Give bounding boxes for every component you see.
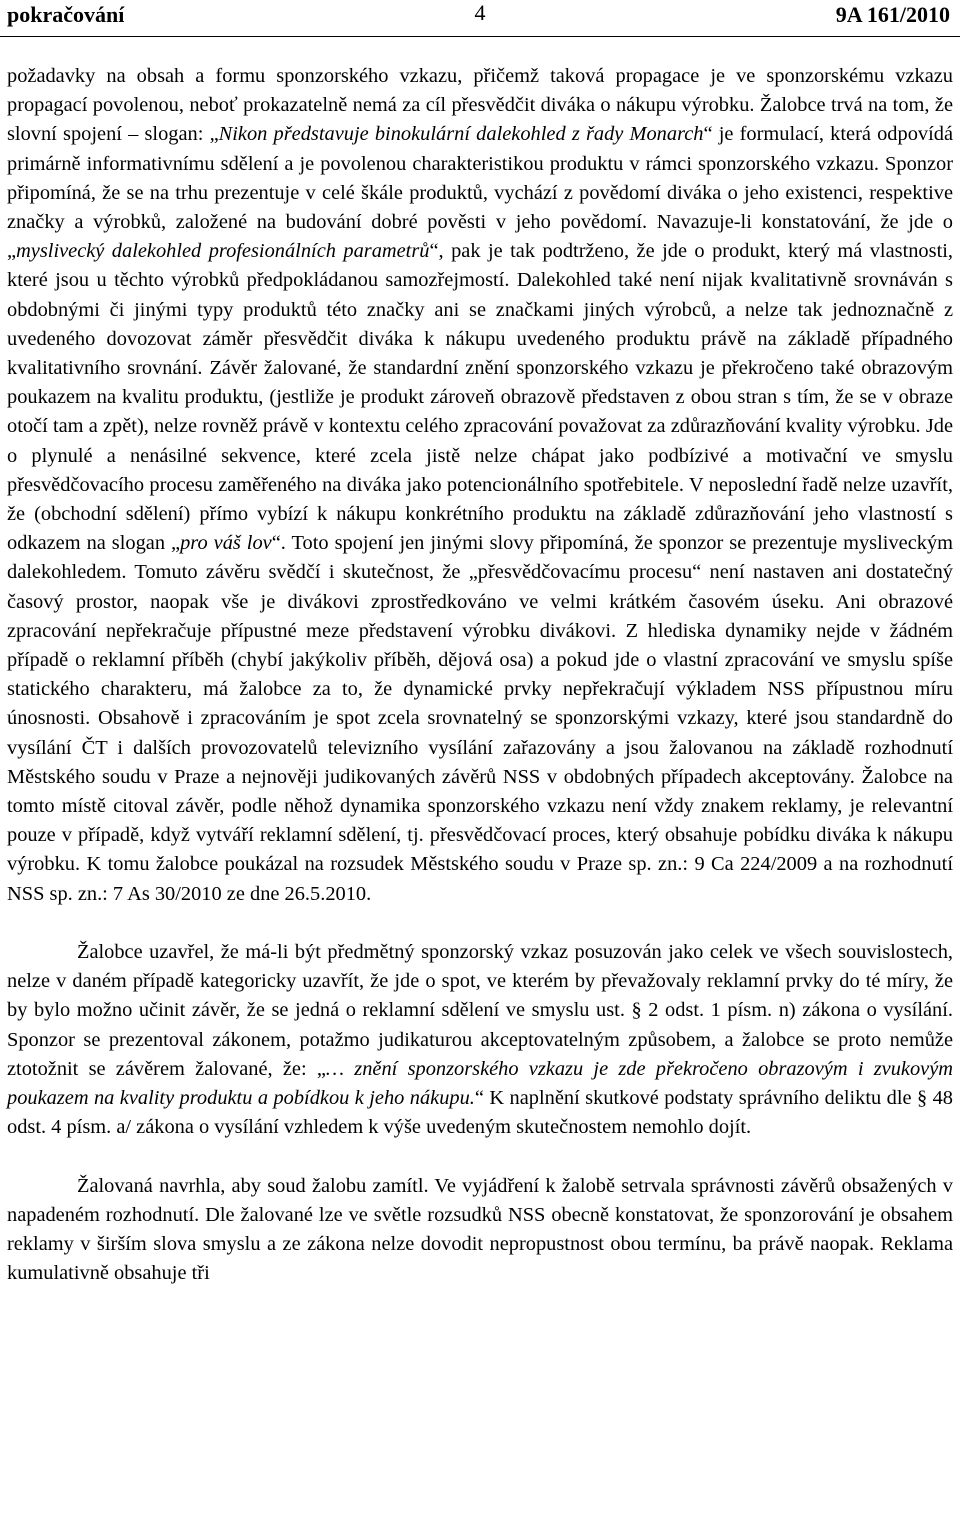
header-divider xyxy=(0,36,960,37)
text-segment: “ K naplnění skutkové podstaty správního deliktu dle § 48 odst. 4 písm. a/ zákona o vysílání vzhledem k výše uvedeným skutečnostem nemohlo dojít. xyxy=(7,1087,954,1139)
paragraph-plaintiff-conclusion xyxy=(7,938,953,1142)
document-body xyxy=(7,62,953,1289)
quoted-phrase: pro váš lov xyxy=(180,532,272,555)
page-number: 4 xyxy=(474,0,486,25)
text-segment: “, pak je tak podtrženo, že jde o produkt, který má vlastnosti, které jsou u těchto výrobků předpokládanou samozřejmostí. Dalekohled také není nijak kvalitativně srovnáván s obdobnými či jinými typy produktů této značky ani se značkami jiných výrobců, a nelze tak jednoznačně z uvedeného dovozovat záměr přesvědčit diváka k nákupu uvedeného produktu právě na základě případného kvalitativního srovnání. Závěr žalované, že standardní znění sponzorského vzkazu je překročeno také obrazovým poukazem na kvalitu produktu, (jestliže je produkt zároveň obrazově představen z obou stran s tím, že se v obraze otočí tam a zpět), nelze rovněž právě v kontextu celého zpracování považovat za zdůrazňování kvality výrobku. Jde o plynulé a nenásilné sekvence, které zcela jistě nelze chápat jako podbízivé a motivační ve smyslu přesvědčovacího procesu zaměřeného na diváka jako potencionálního spotřebitele. V neposlední řadě nelze uzavřít, že (obchodní sdělení) přímo vybízí k nákupu konkrétního produktu na základě zdůrazňování jeho vlastností s odkazem na slogan „ xyxy=(7,240,953,555)
case-number: 9A 161/2010 xyxy=(835,2,950,27)
text-segment: “. Toto spojení jen jinými slovy připomíná, že sponzor se prezentuje mysliveckým dalekohledem. Tomuto závěru svědčí i skutečnost, že „přesvědčovacímu procesu“ není nastaven ani dostatečný časový prostor, naopak vše je divákovi zprostředkováno ve velmi krátkém časovém úseku. Ani obrazové zpracování nepřekračuje přípustné meze představení výrobku divákovi. Z hlediska dynamiky nejde v žádném případě o reklamní příběh (chybí jakýkoliv příběh, dějová osa) a pokud jde o vlastní zpracování ve smyslu spíše statického charakteru, má žalobce za to, že dynamické prvky nepřekračují výkladem NSS přípustnou míru únosnosti. Obsahově i zpracováním je spot zcela srovnatelný se sponzorskými vzkazy, které jsou standardně do vysílání ČT i dalších provozovatelů televizního vysílání zařazovány a jsou žalovanou na základě rozhodnutí Městského soudu v Praze a nejnověji judikovaných závěrů NSS v obdobných případech akceptovány. Žalobce na tomto místě citoval závěr, podle něhož dynamika sponzorského vzkazu není vždy znakem reklamy, je relevantní pouze v případě, když vytváří reklamní sdělení, tj. přesvědčovací proces, který obsahuje pobídku diváka k nákupu výrobku. K tomu žalobce poukázal na rozsudek Městského soudu v Praze sp. zn.: 9 Ca 224/2009 a na rozhodnutí NSS sp. zn.: 7 As 30/2010 ze dne 26.5.2010. xyxy=(7,532,953,905)
paragraph-defendant-response xyxy=(7,1172,953,1289)
text-segment: požadavky na obsah a formu sponzorského vzkazu, přičemž taková propagace je ve sponzorskému vzkazu propagací povolenou, neboť prokazatelně nemá za cíl přesvědčit diváka o nákupu výrobku. Žalobce trvá na tom, že slovní spojení – slogan: „ xyxy=(7,65,953,146)
quoted-phrase: … znění sponzorského vzkazu je zde překročeno obrazovým i zvukovým poukazem na kvality produktu a pobídkou k jeho nákupu. xyxy=(7,1057,953,1110)
quoted-slogan: Nikon představuje binokulární dalekohled z řady Monarch xyxy=(218,123,704,146)
text-segment: “ je formulací, která odpovídá primárně informativnímu sdělení a je povolenou charakteristikou produktu v rámci sponzorského vzkazu. Sponzor připomíná, že se na trhu prezentuje v celé škále produktů, vychází z povědomí diváka o jeho existenci, respektive značky a výrobků, založené na budování dobré pověsti v jeho povědomí. Navazuje-li konstatování, že jde o „ xyxy=(7,123,953,263)
quoted-phrase: myslivecký dalekohled profesionálních parametrů xyxy=(16,240,430,263)
text-segment: Žalovaná navrhla, aby soud žalobu zamítl. Ve vyjádření k žalobě setrvala správnosti závěrů obsažených v napadeném rozhodnutí. Dle žalované lze ve světle rozsudků NSS obecně konstatovat, že sponzorování je obsahem reklamy v širším slova smyslu a ze zákona nelze dovodit nepropustnost obou termínu, ba právě naopak. Reklama kumulativně obsahuje tři xyxy=(7,1174,953,1285)
paragraph-plaintiff-argument xyxy=(7,62,953,909)
continuation-label: pokračování xyxy=(7,2,125,27)
page-header xyxy=(0,0,956,34)
text-segment: Žalobce uzavřel, že má-li být předmětný sponzorský vzkaz posuzován jako celek ve všech souvislostech, nelze v daném případě kategoricky uzavřít, že jde o spot, ve kterém by převažovaly reklamní prvky do té míry, že by bylo možno učinit závěr, že se jedná o reklamní sdělení ve smyslu ust. § 2 odst. 1 písm. n) zákona o vysílání. Sponzor se prezentoval zákonem, potažmo judikaturou akceptovatelným způsobem, a žalobce se proto nemůže ztotožnit se závěrem žalované, že: „ xyxy=(7,941,953,1080)
